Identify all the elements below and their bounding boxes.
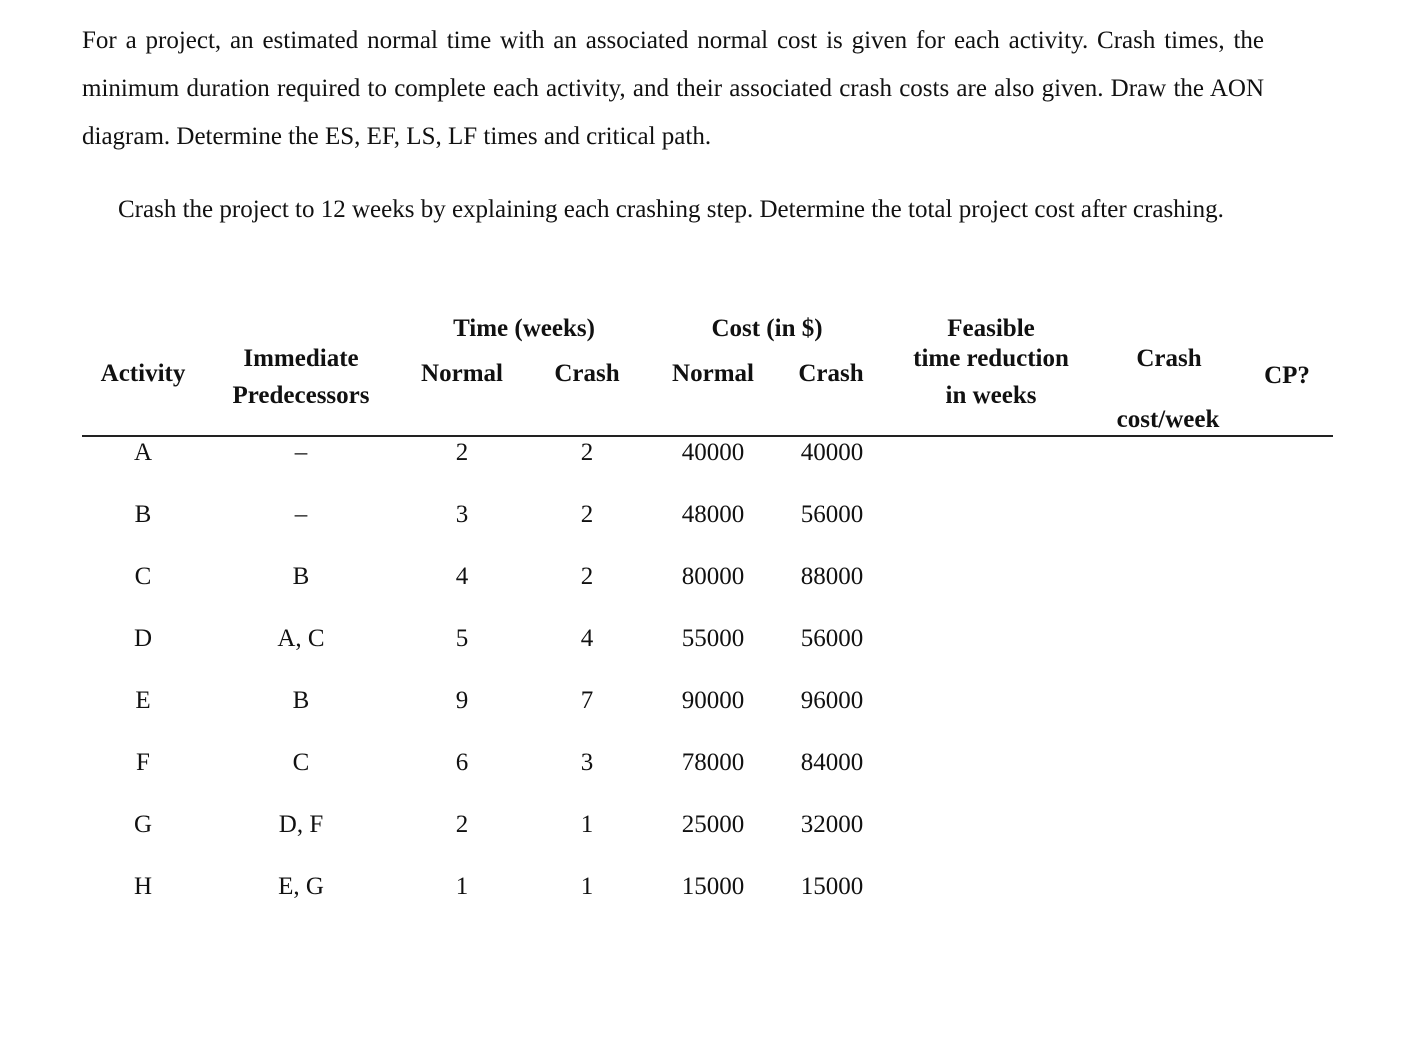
cell-time-crash: 1 [580, 811, 594, 838]
header-time-group: Time (weeks) [453, 315, 595, 342]
cell-time-normal: 9 [455, 687, 469, 714]
cell-time-crash: 1 [580, 873, 594, 900]
cell-time-crash: 2 [580, 439, 594, 466]
cell-activity: G [133, 811, 153, 838]
header-feasible-line3: in weeks [945, 382, 1037, 409]
cell-cost-normal: 25000 [681, 811, 745, 838]
cell-activity: H [133, 873, 153, 900]
cell-time-normal: 6 [455, 749, 469, 776]
header-crash-cost-line2: cost/week [1116, 406, 1220, 433]
header-activity: Activity [100, 360, 186, 387]
cell-predecessors: – [294, 501, 308, 528]
cell-predecessors: C [292, 749, 310, 776]
cell-activity: F [136, 749, 150, 776]
cell-cost-normal: 78000 [681, 749, 745, 776]
cell-cost-crash: 88000 [800, 563, 864, 590]
header-cost-crash: Crash [798, 360, 864, 387]
header-predecessors-line1: Immediate [243, 345, 359, 372]
header-cp: CP? [1264, 362, 1310, 389]
cell-cost-crash: 96000 [800, 687, 864, 714]
cell-cost-normal: 55000 [681, 625, 745, 652]
cell-predecessors: A, C [277, 625, 325, 652]
cell-cost-normal: 40000 [681, 439, 745, 466]
cell-time-crash: 2 [580, 563, 594, 590]
cell-predecessors: B [292, 687, 310, 714]
header-cost-normal: Normal [672, 360, 754, 387]
cell-activity: B [134, 501, 152, 528]
cell-predecessors: B [292, 563, 310, 590]
header-feasible-line1: Feasible [947, 315, 1035, 342]
cell-time-normal: 2 [455, 439, 469, 466]
cell-cost-crash: 84000 [800, 749, 864, 776]
header-feasible-line2: time reduction [913, 345, 1069, 372]
cell-predecessors: – [294, 439, 308, 466]
cell-cost-normal: 15000 [681, 873, 745, 900]
cell-activity: C [134, 563, 152, 590]
problem-paragraph-1: For a project, an estimated normal time with an associated normal cost is given for each activity. Crash times, the minimum duration required to complete each activity, and their associated crash costs are also given. Draw the AON diagram. Determine the ES, EF, LS, LF times and critical path. [82, 27, 1264, 150]
cell-cost-crash: 32000 [800, 811, 864, 838]
problem-paragraph-2: Crash the project to 12 weeks by explaining each crashing step. Determine the total project cost after crashing. [118, 196, 1224, 223]
cell-activity: E [135, 687, 151, 714]
cell-activity: A [133, 439, 153, 466]
cell-time-crash: 2 [580, 501, 594, 528]
cell-cost-normal: 90000 [681, 687, 745, 714]
header-predecessors-line2: Predecessors [232, 382, 370, 409]
header-rule [82, 435, 1333, 437]
cell-time-normal: 1 [455, 873, 469, 900]
cell-time-crash: 4 [580, 625, 594, 652]
header-time-normal: Normal [421, 360, 503, 387]
cell-time-crash: 7 [580, 687, 594, 714]
cell-time-crash: 3 [580, 749, 594, 776]
cell-cost-crash: 56000 [800, 501, 864, 528]
cell-predecessors: D, F [278, 811, 324, 838]
header-time-crash: Crash [554, 360, 620, 387]
header-cost-group: Cost (in $) [711, 315, 823, 342]
cell-cost-crash: 56000 [800, 625, 864, 652]
cell-cost-crash: 15000 [800, 873, 864, 900]
cell-cost-normal: 80000 [681, 563, 745, 590]
cell-predecessors: E, G [278, 873, 324, 900]
cell-activity: D [133, 625, 153, 652]
cell-time-normal: 4 [455, 563, 469, 590]
cell-time-normal: 2 [455, 811, 469, 838]
cell-time-normal: 5 [455, 625, 469, 652]
header-crash-cost-line1: Crash [1136, 345, 1202, 372]
cell-time-normal: 3 [455, 501, 469, 528]
cell-cost-normal: 48000 [681, 501, 745, 528]
cell-cost-crash: 40000 [800, 439, 864, 466]
